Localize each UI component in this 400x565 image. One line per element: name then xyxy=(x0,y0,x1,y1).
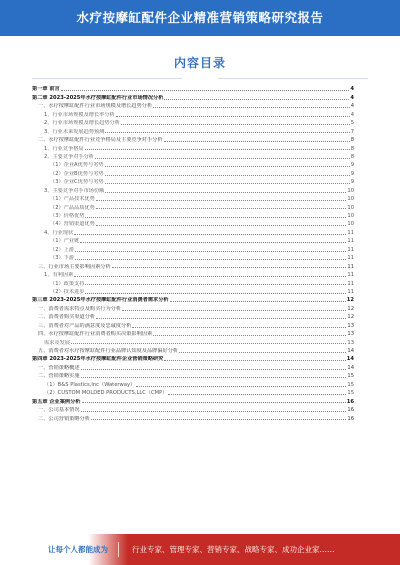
toc-entry-page: 10 xyxy=(347,221,354,228)
toc-entry[interactable] xyxy=(32,92,354,100)
toc-leader-dots xyxy=(85,149,350,150)
toc-entry-text: 第五章 企业案例分析 xyxy=(32,398,81,405)
toc-entry-text: 第二章 2023-2025年水疗按摩缸配件行业市场情况分析 xyxy=(32,94,164,101)
toc-entry-text: 需求及发展 xyxy=(44,339,70,346)
toc-entry-page: 11 xyxy=(347,229,354,236)
toc-leader-dots xyxy=(81,369,347,370)
toc-leader-dots xyxy=(105,175,350,176)
table-of-contents xyxy=(32,84,354,536)
toc-entry-text: （1）产业链 xyxy=(50,238,80,245)
toc-leader-dots xyxy=(85,293,346,294)
toc-leader-dots xyxy=(96,318,346,319)
toc-leader-dots xyxy=(81,411,347,412)
toc-entry-page: 4 xyxy=(350,94,354,101)
toc-entry-page: 11 xyxy=(347,255,354,262)
toc-leader-dots xyxy=(105,183,350,184)
toc-entry[interactable] xyxy=(32,101,354,109)
toc-entry-text: 五、消费者对水疗按摩缸配件行业品牌认知度及品牌偏好分析 xyxy=(38,348,179,354)
toc-leader-dots xyxy=(71,343,346,344)
toc-entry-page: 7 xyxy=(350,128,354,135)
toc-leader-dots xyxy=(136,386,346,387)
toc-entry[interactable] xyxy=(32,244,354,252)
toc-entry[interactable] xyxy=(32,135,354,143)
toc-entry[interactable] xyxy=(32,270,354,278)
toc-entry-text: 第四章 2023-2025年水疗按摩缸配件企业营销策略研究 xyxy=(32,356,164,363)
toc-entry[interactable] xyxy=(32,295,354,303)
toc-entry-text: 一、水疗按摩缸配件行业市场规模及增长趋势分析 xyxy=(38,103,153,110)
toc-entry[interactable] xyxy=(32,160,354,168)
toc-entry[interactable] xyxy=(32,287,354,295)
toc-entry-text: 二、营销策略实施 xyxy=(38,373,80,380)
footer-slogan-left: 让每个人都能成为 xyxy=(48,545,108,554)
toc-entry-text: 1、有利因素 xyxy=(44,272,74,279)
toc-entry[interactable] xyxy=(32,118,354,126)
toc-entry-page: 14 xyxy=(346,356,354,363)
toc-leader-dots xyxy=(164,141,350,142)
toc-leader-dots xyxy=(85,284,346,285)
toc-entry-text: （3）价格优势 xyxy=(50,213,85,219)
toc-entry-page: 11 xyxy=(347,246,354,253)
title-rule-left xyxy=(32,78,182,79)
toc-entry-text: （3）企业C优势与劣势 xyxy=(50,179,104,186)
toc-entry-page: 15 xyxy=(347,381,354,388)
toc-leader-dots xyxy=(74,276,346,277)
toc-entry-text: （4）营销渠道优势 xyxy=(50,221,95,228)
toc-leader-dots xyxy=(81,377,347,378)
toc-entry[interactable] xyxy=(32,354,354,362)
toc-entry-text: 三、消费者对产品的满意度及忠诚度分析 xyxy=(38,322,132,329)
toc-leader-dots xyxy=(96,225,347,226)
toc-entry[interactable] xyxy=(32,185,354,193)
toc-leader-dots xyxy=(164,360,345,361)
toc-entry-text: 二、公司营销策略分析 xyxy=(38,415,90,422)
report-title: 水疗按摩缸配件企业精准营销策略研究报告 xyxy=(76,10,324,25)
toc-entry-text: （1）企业A优势与劣势 xyxy=(50,162,104,169)
toc-entry-text: 一、营销策略概述 xyxy=(38,364,80,371)
toc-leader-dots xyxy=(80,242,346,243)
toc-entry[interactable] xyxy=(32,168,354,176)
toc-entry-page: 11 xyxy=(347,263,354,270)
toc-leader-dots xyxy=(179,352,346,353)
toc-entry-page: 12 xyxy=(347,305,354,312)
toc-leader-dots xyxy=(164,99,349,100)
toc-entry-page: 13 xyxy=(347,339,354,346)
toc-leader-dots xyxy=(153,335,346,336)
toc-entry-text: （1）B&S Plastics,Inc（Waterway） xyxy=(44,381,136,388)
toc-entry-page: 16 xyxy=(347,415,354,422)
toc-entry-page: 4 xyxy=(350,86,354,93)
toc-entry-text: 3、主要竞争对手市场份额 xyxy=(44,187,105,194)
toc-entry[interactable] xyxy=(32,278,354,286)
toc-entry-page: 9 xyxy=(350,179,354,186)
toc-entry-text: 1、行业市场规模及增长率分析 xyxy=(44,111,115,118)
toc-entry-text: 三、行业市场主要影响因素分析 xyxy=(38,263,111,270)
toc-leader-dots xyxy=(122,310,346,311)
toc-entry-page: 8 xyxy=(350,137,354,144)
toc-leader-dots xyxy=(132,327,346,328)
toc-entry-text: 4、行业现状 xyxy=(44,229,74,236)
toc-entry[interactable] xyxy=(32,227,354,235)
toc-entry[interactable] xyxy=(32,219,354,227)
toc-entry-text: （2）CUSTOM MOLDED PRODUCTS,LLC（CMP） xyxy=(44,390,168,397)
toc-entry-text: （3）下游 xyxy=(50,255,75,262)
toc-title: 内容目录 xyxy=(173,56,226,70)
toc-entry[interactable] xyxy=(32,194,354,202)
toc-leader-dots xyxy=(75,259,346,260)
toc-entry-text: 3、行业未来发展趋势预测 xyxy=(44,128,105,135)
toc-entry[interactable] xyxy=(32,371,354,379)
toc-entry-page: 11 xyxy=(347,272,354,279)
toc-entry-page: 10 xyxy=(347,196,354,203)
toc-entry-page: 4 xyxy=(350,103,354,110)
toc-entry-page: 16 xyxy=(347,407,354,414)
toc-entry-page: 11 xyxy=(347,280,354,287)
toc-entry-text: （2）产品品质优势 xyxy=(50,204,95,211)
toc-entry-text: 第三章 2023-2025年水疗按摩缸配件行业消费者需求分析 xyxy=(32,297,169,304)
toc-entry-page: 8 xyxy=(350,153,354,160)
toc-entry-page: 10 xyxy=(347,213,354,219)
toc-entry[interactable] xyxy=(32,126,354,134)
toc-entry[interactable] xyxy=(32,329,354,337)
toc-entry-text: 二、水疗按摩缸配件行业竞争格局及主要竞争对手分析 xyxy=(38,137,163,144)
toc-entry-page: 15 xyxy=(347,373,354,380)
title-rule-right xyxy=(218,78,368,79)
toc-entry-page: 16 xyxy=(346,398,354,405)
toc-entry-page: 12 xyxy=(347,314,354,321)
toc-entry[interactable] xyxy=(32,346,354,354)
toc-entry-text: （2）企业B优势与劣势 xyxy=(50,170,104,177)
toc-entry-page: 14 xyxy=(347,348,354,354)
toc-entry[interactable] xyxy=(32,312,354,320)
toc-entry-text: 1、行业竞争格局 xyxy=(44,145,84,152)
toc-entry-page: 15 xyxy=(347,390,354,397)
toc-entry-text: （2）上游 xyxy=(50,246,75,253)
toc-entry-page: 11 xyxy=(347,238,354,245)
toc-entry-page: 8 xyxy=(350,145,354,152)
toc-leader-dots xyxy=(85,217,346,218)
toc-entry-page: 13 xyxy=(347,331,354,338)
toc-entry-page: 9 xyxy=(350,162,354,169)
toc-leader-dots xyxy=(96,208,347,209)
toc-leader-dots xyxy=(105,132,349,133)
toc-entry[interactable] xyxy=(32,379,354,387)
toc-leader-dots xyxy=(153,107,350,108)
toc-leader-dots xyxy=(96,200,347,201)
toc-entry-text: 二、消费者购买渠道分析 xyxy=(38,314,96,321)
toc-leader-dots xyxy=(61,90,350,91)
toc-leader-dots xyxy=(95,158,350,159)
toc-entry-text: 一、公司基本情况 xyxy=(38,407,80,414)
report-header xyxy=(0,0,400,36)
toc-leader-dots xyxy=(105,192,346,193)
toc-entry-text: （1）产品技术优势 xyxy=(50,196,95,203)
toc-entry[interactable] xyxy=(32,253,354,261)
toc-entry-page: 14 xyxy=(347,364,354,371)
toc-entry-page: 12 xyxy=(346,297,354,304)
toc-entry[interactable] xyxy=(32,152,354,160)
toc-leader-dots xyxy=(116,116,350,117)
toc-entry-text: （1）政策支持 xyxy=(50,280,85,287)
toc-entry-page: 9 xyxy=(350,170,354,177)
toc-entry[interactable] xyxy=(32,362,354,370)
toc-entry[interactable] xyxy=(32,396,354,404)
footer-slogan-right: 行业专家、管理专家、营销专家、战略专家、成功企业家…… xyxy=(132,545,335,554)
toc-entry[interactable] xyxy=(32,303,354,311)
toc-entry-text: 2、主要竞争对手分析 xyxy=(44,153,94,160)
toc-entry[interactable] xyxy=(32,320,354,328)
toc-leader-dots xyxy=(170,301,346,302)
toc-entry-text: 第一章 前言 xyxy=(32,86,60,93)
toc-leader-dots xyxy=(75,251,346,252)
toc-entry-page: 5 xyxy=(350,120,354,127)
toc-entry[interactable] xyxy=(32,413,354,421)
toc-entry-text: （2）技术进步 xyxy=(50,288,85,295)
toc-leader-dots xyxy=(105,166,350,167)
toc-entry[interactable] xyxy=(32,261,354,269)
toc-leader-dots xyxy=(112,267,347,268)
toc-entry-page: 4 xyxy=(350,111,354,118)
toc-entry-page: 11 xyxy=(347,288,354,295)
toc-leader-dots xyxy=(82,402,346,403)
toc-entry[interactable] xyxy=(32,202,354,210)
toc-entry-page: 13 xyxy=(347,322,354,329)
toc-entry[interactable] xyxy=(32,405,354,413)
toc-entry[interactable] xyxy=(32,177,354,185)
toc-leader-dots xyxy=(168,394,346,395)
toc-entry[interactable] xyxy=(32,236,354,244)
toc-entry[interactable] xyxy=(32,388,354,396)
toc-entry[interactable] xyxy=(32,84,354,92)
toc-entry-page: 10 xyxy=(347,187,354,194)
toc-leader-dots xyxy=(121,124,350,125)
toc-leader-dots xyxy=(91,419,347,420)
footer-banner xyxy=(0,534,400,565)
toc-entry-text: 四、水疗按摩缸配件行业消费者购买决策影响因素 xyxy=(38,331,153,338)
toc-entry-text: 一、消费者需求特点及购买行为分析 xyxy=(38,305,122,312)
toc-entry[interactable] xyxy=(32,109,354,117)
footer-divider xyxy=(118,542,119,557)
toc-entry-text: 2、行业市场规模及增长趋势分析 xyxy=(44,120,120,127)
toc-leader-dots xyxy=(74,234,346,235)
toc-entry[interactable] xyxy=(32,143,354,151)
toc-entry[interactable] xyxy=(32,337,354,345)
toc-entry-page: 10 xyxy=(347,204,354,211)
toc-entry[interactable] xyxy=(32,211,354,219)
